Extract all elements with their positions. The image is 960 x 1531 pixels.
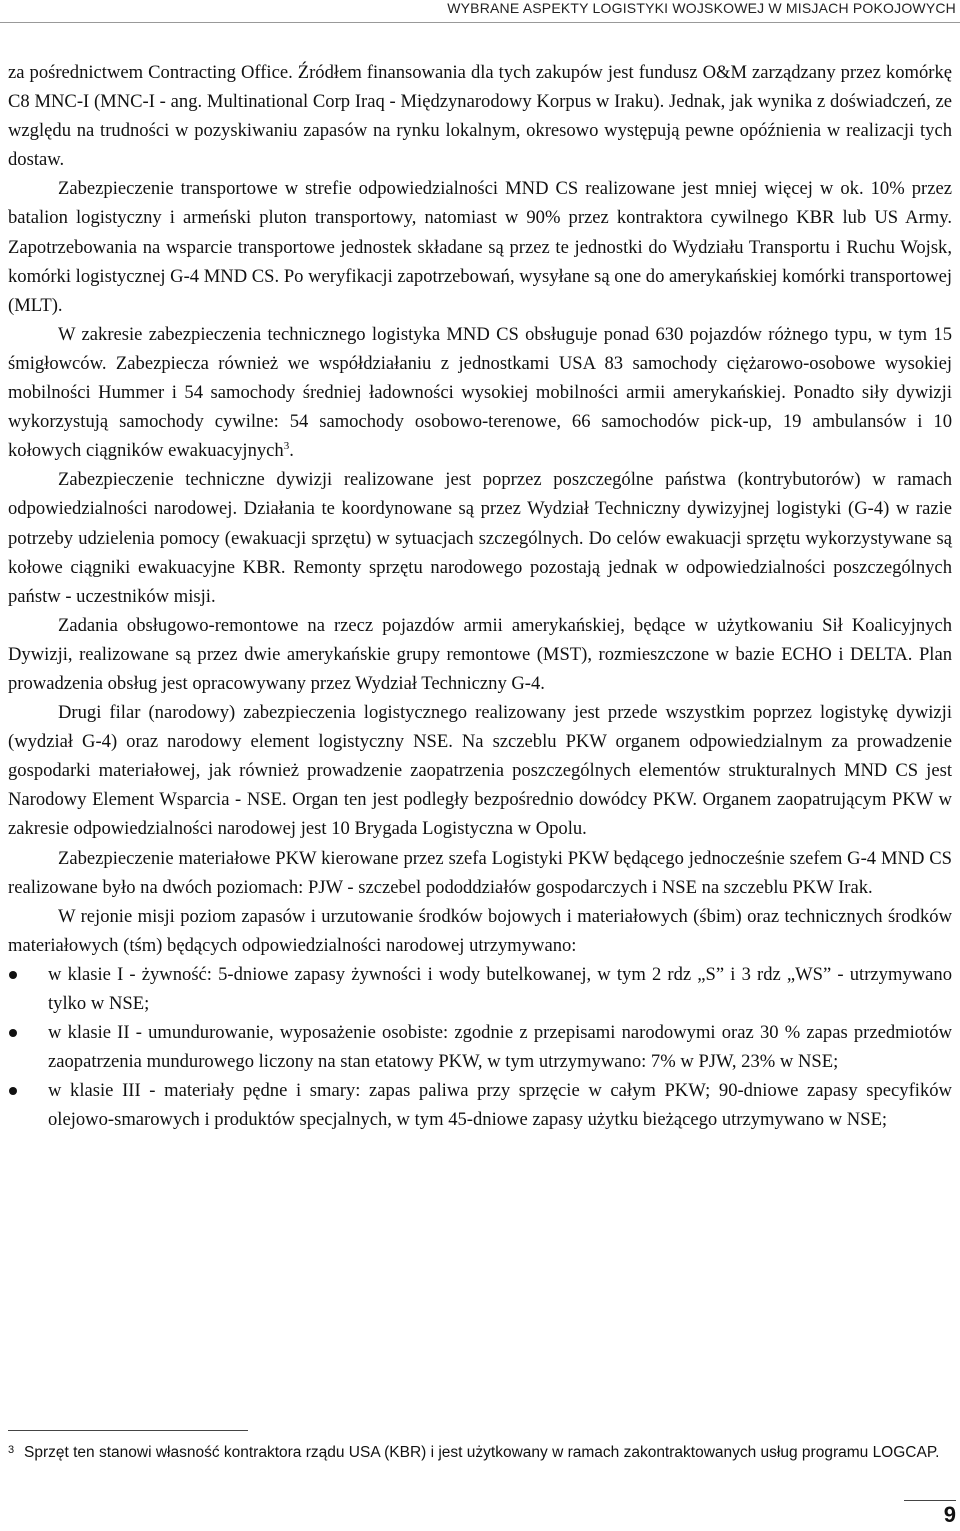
bullet-icon — [9, 1087, 17, 1095]
bullet-list — [8, 960, 952, 1135]
header-rule — [0, 22, 960, 23]
paragraph-3-end: . — [289, 440, 294, 462]
paragraph-3 — [8, 320, 952, 465]
paragraph-3-text: W zakresie zabezpieczenia technicznego logistyka MND CS obsługuje ponad 630 pojazdów różnego typu, w tym 15 śmigłowców. Zabezpiecza również we współdziałaniu z jednostkami USA 83 samochody ciężarowo-osobowe wysokiej mobilności Hummer i 54 samochody średniej ładowności wysokiej mobilności armii amerykańskiej. Ponadto siły dywizji wykorzystują samochody cywilne: 54 samochody osobowo-terenowe, 66 samochodów pick-up, 19 ambulansów i 10 kołowych ciągników ewakuacyjnych — [8, 323, 952, 462]
footnote-rule — [8, 1430, 248, 1431]
paragraph-1: za pośrednictwem Contracting Office. Źródłem finansowania dla tych zakupów jest fundusz O&M zarządzany przez komórkę C8 MNC-I (MNC-I - ang. Multinational Corp Iraq - Międzynarodowy Korpus w Iraku). Jednak, jak wynika z doświadczeń, ze względu na trudności w pozyskiwaniu zapasów na rynku lokalnym, okresowo występują pewne opóźnienia w realizacji tych dostaw. — [8, 62, 952, 171]
list-item — [8, 1018, 952, 1076]
paragraph-8: W rejonie misji poziom zapasów i urzutowanie środków bojowych i materiałowych (śbim) oraz technicznych środków materiałowych (tśm) będących odpowiedzialności narodowej utrzymywano: — [8, 905, 952, 956]
paragraph-2: Zabezpieczenie transportowe w strefie odpowiedzialności MND CS realizowane jest mniej więcej w ok. 10% przez batalion logistyczny i armeński pluton transportowy, natomiast w 90% przez kontraktora cywilnego KBR lub US Army. Zapotrzebowania na wsparcie transportowe jednostek składane są przez te jednostki do Wydziału Transportu i Ruchu Wojsk, komórki logistycznej G-4 MND CS. Po weryfikacji zapotrzebowań, wysyłane są one do amerykańskiej komórki transportowej (MLT). — [8, 178, 952, 316]
page-number-rule — [904, 1500, 956, 1501]
bullet-icon — [9, 1029, 17, 1037]
running-header: WYBRANE ASPEKTY LOGISTYKI WOJSKOWEJ W MISJACH POKOJOWYCH — [447, 0, 956, 16]
footnote-text: Sprzęt ten stanowi własność kontraktora rządu USA (KBR) i jest użytkowany w ramach zakontraktowanych usług programu LOGCAP. — [24, 1444, 940, 1461]
paragraph-6: Drugi filar (narodowy) zabezpieczenia logistycznego realizowany jest przede wszystkim poprzez logistykę dywizji (wydział G-4) oraz narodowy element logistyczny NSE. Na szczeblu PKW organem odpowiedzialnym za prowadzenie gospodarki materiałowej, jak również prowadzenie zaopatrzenia poszczególnych elementów strukturalnych MND CS jest Narodowy Element Wsparcia - NSE. Organ ten jest podległy bezpośrednio dowódcy PKW. Organem zaopatrującym PKW w zakresie odpowiedzialności narodowej jest 10 Brygada Logistyczna w Opolu. — [8, 702, 952, 840]
list-item — [8, 1076, 952, 1134]
paragraph-7: Zabezpieczenie materiałowe PKW kierowane przez szefa Logistyki PKW będącego jednocześnie szefem G-4 MND CS realizowane było na dwóch poziomach: PJW - szczebel pododdziałów gospodarczych i NSE na szczeblu PKW Irak. — [8, 847, 952, 898]
list-item-text: w klasie I - żywność: 5-dniowe zapasy żywności i wody butelkowanej, w tym 2 rdz „S” i 3 rdz „WS” - utrzymywano tylko w NSE; — [48, 963, 952, 1014]
bullet-icon — [9, 971, 17, 979]
page-number: 9 — [943, 1502, 956, 1527]
paragraph-4: Zabezpieczenie techniczne dywizji realizowane jest poprzez poszczególne państwa (kontrybutorów) w ramach odpowiedzialności narodowej. Działania te koordynowane są przez Wydział Techniczny dywizyjnej logistyki (G-4) w razie potrzeby udzielenia pomocy (ewakuacji sprzętu) w sytuacjach szczególnych. Do celów ewakuacji sprzętu wykorzystywane są kołowe ciągniki ewakuacyjne KBR. Remonty sprzętu narodowego pozostają jednak w odpowiedzialności poszczególnych państw - uczestników misji. — [8, 469, 952, 607]
list-item-text: w klasie III - materiały pędne i smary: zapas paliwa przy sprzęcie w całym PKW; 90-dniowe zapasy specyfików olejowo-smarowych i produktów specjalnych, w tym 45-dniowe zapasy użytku bieżącego utrzymywano w NSE; — [48, 1080, 952, 1131]
footnote-ref-3: 3 — [283, 440, 290, 453]
paragraph-5: Zadania obsługowo-remontowe na rzecz pojazdów armii amerykańskiej, będące w użytkowaniu Sił Koalicyjnych Dywizji, realizowane są przez dwie amerykańskie grupy remontowe (MST), rozmieszczone w bazie ECHO i DELTA. Plan prowadzenia obsług jest opracowywany przez Wydział Techniczny G-4. — [8, 614, 952, 694]
footnote — [8, 1441, 952, 1465]
footnote-number: 3 — [8, 1444, 15, 1456]
body-text — [8, 58, 952, 1134]
list-item — [8, 960, 952, 1018]
list-item-text: w klasie II - umundurowanie, wyposażenie osobiste: zgodnie z przepisami narodowymi oraz 30 % zapas przedmiotów zaopatrzenia mundurowego liczony na stan etatowy PKW, w tym utrzymywano: 7% w PJW, 23% w NSE; — [48, 1022, 952, 1073]
